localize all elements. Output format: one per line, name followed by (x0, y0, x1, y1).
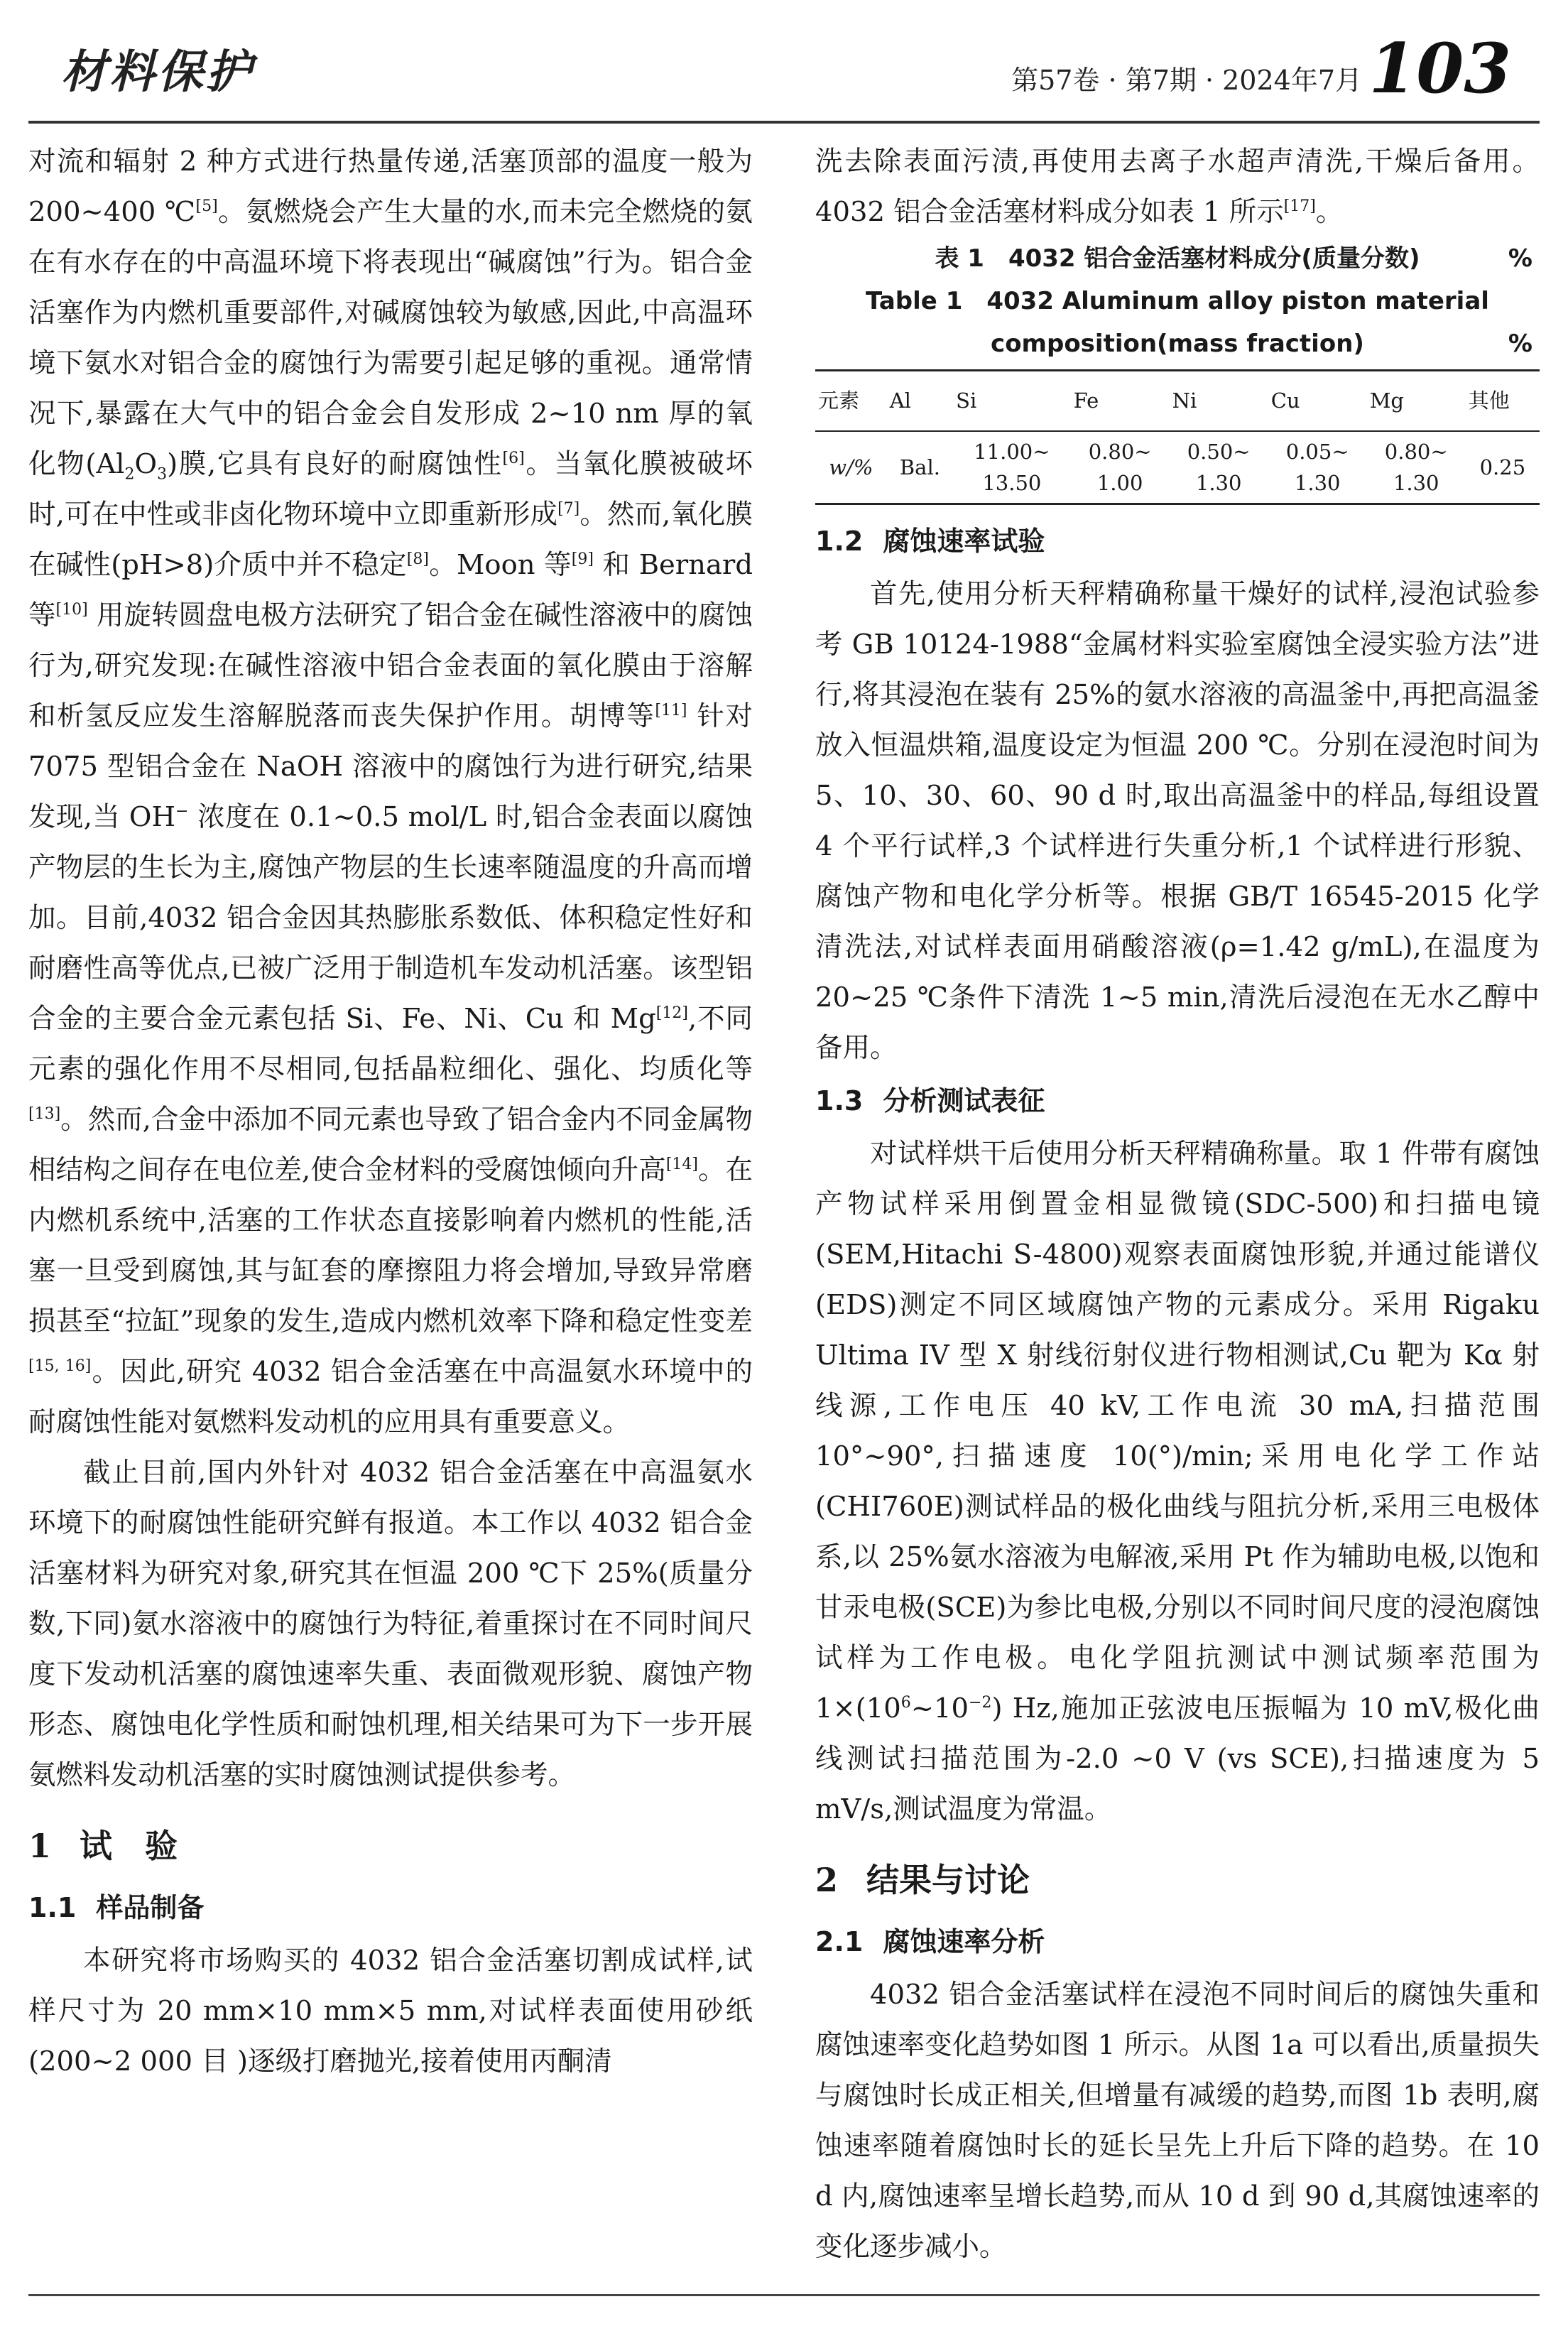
table-caption-cn: 表 1 4032 铝合金活塞材料成分(质量分数) % (935, 244, 1532, 273)
header-rule (28, 121, 1540, 124)
table-cell: Bal. (899, 455, 940, 479)
journal-logo: 材料保护 (61, 45, 254, 99)
table-cell: 0.80~ 1.00 (1088, 440, 1152, 495)
table-header-cell: Ni (1170, 371, 1268, 432)
left-column (28, 136, 753, 2087)
table-header-cell: Mg (1367, 371, 1466, 432)
corrosion-rate-paragraph: 4032 铝合金活塞试样在浸泡不同时间后的腐蚀失重和腐蚀速率变化趋势如图 1 所示。从图 1a 可以看出,质量损失与腐蚀时长成正相关,但增量有减缓的趋势,而图 1b 表明,腐蚀速率随着腐蚀时长的延长呈先上升后下降的趋势。在 10 d 内,腐蚀速率呈增长趋势,而从 10 d 到 90 d,其腐蚀速率的变化逐步减小。 (815, 1979, 1540, 2263)
table-header-row (815, 371, 1540, 432)
table-header-cell: Al (887, 371, 953, 432)
sample-prep-continued: 洗去除表面污渍,再使用去离子水超声清洗,干燥后备用。4032 铝合金活塞材料成分如表 1 所示[17]。 (815, 146, 1540, 228)
footer-rule (28, 2294, 1540, 2296)
table-cell: 0.25 (1479, 455, 1526, 479)
section-1-heading: 1 试 验 (28, 1827, 178, 1865)
characterization-paragraph: 对试样烘干后使用分析天秤精确称量。取 1 件带有腐蚀产物试样采用倒置金相显微镜(SDC-500)和扫描电镜(SEM,Hitachi S-4800)观察表面腐蚀形貌,并通过能谱仪(EDS)测定不同区域腐蚀产物的元素成分。采用 Rigaku Ultima IV 型 X 射线衍射仪进行物相测试,Cu 靶为 Kα 射线源,工作电压 40 kV,工作电流 30 mA,扫描范围 10°~90°,扫描速度 10(°)/min;采用电化学工作站(CHI760E)测试样品的极化曲线与阻抗分析,采用三电极体系,以 25%氨水溶液为电解液,采用 Pt 作为辅助电极,以饱和甘汞电极(SCE)为参比电极,分别以不同时间尺度的浸泡腐蚀试样为工作电极。电化学阻抗测试中测试频率范围为 $1\times(10^6\sim 10^{-2})$ Hz,施加正弦波电压振幅为 10 mV,极化曲线测试扫描范围为-2.0 ~0 V (vs SCE),扫描速度为 5 mV/s,测试温度为常温。 (815, 1138, 1540, 1825)
intro-paragraph-2: 截止目前,国内外针对 4032 铝合金活塞在中高温氨水环境下的耐腐蚀性能研究鲜有报道。本工作以 4032 铝合金活塞材料为研究对象,研究其在恒温 200 ℃下 25%(质量分数,下同)氨水溶液中的腐蚀行为特征,着重探讨在不同时间尺度下发动机活塞的腐蚀速率失重、表面微观形貌、腐蚀产物形态、腐蚀电化学性质和耐蚀机理,相关结果可为下一步开展氨燃料发动机活塞的实时腐蚀测试提供参考。 (28, 1457, 753, 1791)
table-header-cell: 其他 (1466, 371, 1540, 432)
table-caption-en-1: Table 1 4032 Aluminum alloy piston material (866, 287, 1489, 315)
section-2-1-heading: 2.1 腐蚀速率分析 (815, 1926, 1045, 1957)
corrosion-test-paragraph: 首先,使用分析天秤精确称量干燥好的试样,浸泡试验参考 GB 10124-1988“金属材料实验室腐蚀全浸实验方法”进行,将其浸泡在装有 25%的氨水溶液的高温釜中,再把高温釜放入恒温烘箱,温度设定为恒温 200 ℃。分别在浸泡时间为 5、10、30、60、90 d 时,取出高温釜中的样品,每组设置 4 个平行试样,3 个试样进行失重分析,1 个试样进行形貌、腐蚀产物和电化学分析等。根据 GB/T 16545-2015 化学清洗法,对试样表面用硝酸溶液(ρ=1.42 g/mL),在温度为 20~25 ℃条件下清洗 1~5 min,清洗后浸泡在无水乙醇中备用。 (815, 578, 1540, 1064)
section-1-3-heading: 1.3 分析测试表征 (815, 1085, 1045, 1116)
right-column (815, 136, 1540, 2272)
section-1-2-heading: 1.2 腐蚀速率试验 (815, 526, 1045, 557)
page-number: 103 (1368, 28, 1511, 109)
issue-info: 第57卷 · 第7期 · 2024年7月 (1011, 65, 1362, 96)
table-cell: 0.80~ 1.30 (1384, 440, 1448, 495)
table-caption-en-2: composition(mass fraction) % (991, 330, 1532, 358)
page-header (28, 21, 1540, 107)
table-header-cell: Fe (1071, 371, 1170, 432)
section-1-1-heading: 1.1 样品制备 (28, 1892, 205, 1923)
table-row (815, 431, 1540, 504)
section-2-heading: 2 结果与讨论 (815, 1861, 1030, 1899)
table-header-cell: Cu (1268, 371, 1367, 432)
table-cell: w/% (829, 455, 873, 479)
composition-table (815, 369, 1540, 505)
table-header-cell: Si (953, 371, 1071, 432)
intro-paragraph-1: 对流和辐射 2 种方式进行热量传递,活塞顶部的温度一般为 200~400 ℃[5]。氨燃烧会产生大量的水,而未完全燃烧的氨在有水存在的中高温环境下将表现出“碱腐蚀”行为。铝合金活塞作为内燃机重要部件,对碱腐蚀较为敏感,因此,中高温环境下氨水对铝合金的腐蚀行为需要引起足够的重视。通常情况下,暴露在大气中的铝合金会自发形成 2~10 nm 厚的氧化物$(Al_2O_3)$膜,它具有良好的耐腐蚀性[6]。当氧化膜被破坏时,可在中性或非卤化物环境中立即重新形成[7]。然而,氧化膜在碱性(pH>8)介质中并不稳定[8]。Moon 等[9] 和 Bernard 等[10] 用旋转圆盘电极方法研究了铝合金在碱性溶液中的腐蚀行为,研究发现:在碱性溶液中铝合金表面的氧化膜由于溶解和析氢反应发生溶解脱落而丧失保护作用。胡博等[11] 针对 7075 型铝合金在 NaOH 溶液中的腐蚀行为进行研究,结果发现,当 OH− 浓度在 0.1~0.5 mol/L 时,铝合金表面以腐蚀产物层的生长为主,腐蚀产物层的生长速率随温度的升高而增加。目前,4032 铝合金因其热膨胀系数低、体积稳定性好和耐磨性高等优点,已被广泛用于制造机车发动机活塞。该型铝合金的主要合金元素包括 Si、Fe、Ni、Cu 和 Mg[12],不同元素的强化作用不尽相同,包括晶粒细化、强化、均质化等[13]。然而,合金中添加不同元素也导致了铝合金内不同金属物相结构之间存在电位差,使合金材料的受腐蚀倾向升高[14]。在内燃机系统中,活塞的工作状态直接影响着内燃机的性能,活塞一旦受到腐蚀,其与缸套的摩擦阻力将会增加,导致异常磨损甚至“拉缸”现象的发生,造成内燃机效率下降和稳定性变差[15, 16]。因此,研究 4032 铝合金活塞在中高温氨水环境中的耐腐蚀性能对氨燃料发动机的应用具有重要意义。 (28, 146, 753, 1438)
sample-prep-paragraph: 本研究将市场购买的 4032 铝合金活塞切割成试样,试样尺寸为 20 mm×10 mm×5 mm,对试样表面使用砂纸(200~2 000 目 )逐级打磨抛光,接着使用丙酮清 (28, 1945, 753, 2077)
table-header-cell: 元素 (815, 371, 887, 432)
table-cell: 0.50~ 1.30 (1187, 440, 1251, 495)
table-cell: 0.05~ 1.30 (1285, 440, 1349, 495)
table-cell: 11.00~ 13.50 (974, 440, 1050, 495)
